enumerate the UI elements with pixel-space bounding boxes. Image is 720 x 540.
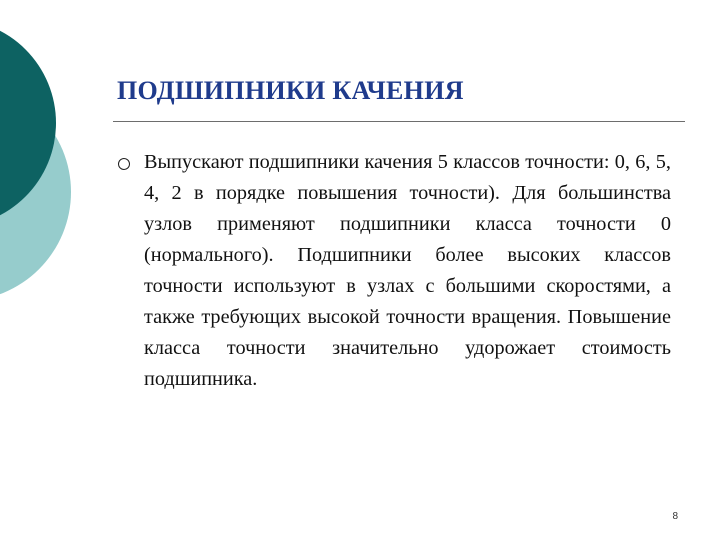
- hollow-circle-bullet-icon: [118, 158, 130, 170]
- bullet-paragraph: Выпускают подшипники качения 5 классов точности: 0, 6, 5, 4, 2 в порядке повышения точности). Для большинства узлов применяют подшипники класса точности 0 (нормального). Подшипники более высоких классов точности используют в узлах с большими скоростями, а также требующих высокой точности вращения. Повышение класса точности значительно удорожает стоимость подшипника.: [144, 151, 671, 390]
- slide-title: ПОДШИПНИКИ КАЧЕНИЯ: [117, 76, 464, 105]
- title-divider: [113, 121, 685, 122]
- page-number: 8: [672, 511, 678, 522]
